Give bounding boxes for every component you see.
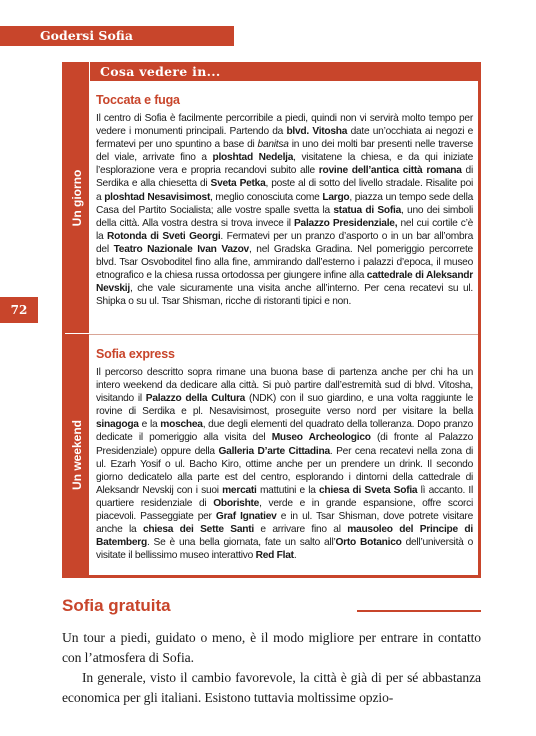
text-run: lì accanto. Il quartiere residenziale di xyxy=(96,484,474,509)
bold-term: Galleria D’arte Cittadina xyxy=(218,445,330,457)
bold-term: rovine dell’antica città romana xyxy=(318,165,462,177)
bold-term: ploshtad Nedelja xyxy=(212,152,294,164)
bold-term: sinagoga xyxy=(96,419,139,431)
bold-term: Red Flat xyxy=(255,550,294,562)
bold-term: mausoleo del Principe di Batemberg xyxy=(96,524,473,549)
bold-term: moschea xyxy=(160,419,203,431)
text-run: (NDK) con il suo giardino, e una volta raggiunte le rovine di Serdika e pl. Nesavisimost, proseguite verso nord per visitare la bella xyxy=(96,393,473,418)
side-label-day: Un giorno xyxy=(70,169,84,226)
text-run: . Per cena recatevi nella zona di ul. Ezarh Yosif o ul. Bacho Kiro, ottime anche per un prendere un drink. Il secondo giorno dedicatelo alla parte est del centro, esplorando i dintorni della cattedrale di Aleksandr Nevskij con i suoi xyxy=(96,445,474,496)
bold-term: statua di Sofia xyxy=(333,204,402,216)
section-divider xyxy=(89,334,478,335)
text-run: , piazza un tempo sede della Casa del Partito Socialista; alle vostre spalle svetta la xyxy=(96,191,473,216)
text-run: Il percorso descritto sopra rimane una buona base di partenza anche per chi ha un intero weekend da dedicare alla città. Si può partire dall’estremità sud di blvd. Vitosha, visitando il xyxy=(96,367,473,405)
section-title-day: Toccata e fuga xyxy=(96,93,180,107)
text-run: di Serdika e alla chiesetta di xyxy=(96,165,473,190)
bold-term: Oborishte xyxy=(213,497,260,509)
bold-term: Graf Ignatiev xyxy=(215,511,277,523)
heading-rule xyxy=(357,610,481,612)
text-run: , verde e in grande espansione, offre scorci piacevoli. Passeggiate per xyxy=(96,497,473,523)
bold-term: mercati xyxy=(222,484,257,496)
side-label-weekend: Un weekend xyxy=(70,419,84,490)
body-paragraph: Un tour a piedi, guidato o meno, è il modo migliore per entrare in contatto con l’atmosfera di Sofia. xyxy=(62,630,481,665)
section-weekend xyxy=(96,347,473,562)
text-run: e arrivare fino al xyxy=(253,524,348,536)
bold-term: Rotonda di Sveti Georgi xyxy=(107,230,221,242)
text-run: in uno dei molti bar presenti nelle traverse del viale, arrivate fino a xyxy=(96,139,473,164)
text-run: . Fermatevi per un pranzo d’asporto o in un bar all’ombra del xyxy=(96,230,473,255)
text-run: , due degli elementi del quadrato della tolleranza. Dopo pranzo dedicate il pomeriggio alla visita del xyxy=(96,419,473,444)
page-number: 72 xyxy=(0,297,38,323)
section-body-day xyxy=(96,112,473,308)
text-run: Il centro di Sofia è facilmente percorribile a piedi, quindi non vi servirà molto tempo per vedere i monumenti principali. Partendo da xyxy=(96,113,473,138)
text-run: . xyxy=(293,550,297,562)
running-head: Godersi Sofia xyxy=(0,26,234,46)
body-paragraph: In generale, visto il cambio favorevole, la città è già di per sé abbastanza economica per gli italiani. Esistono tuttavia moltissime opzio- xyxy=(62,670,481,705)
italic-term: banitsa xyxy=(257,139,289,151)
text-run: nel cui cortile c’è la xyxy=(96,217,473,242)
bold-term: ploshtad Nesavisimost xyxy=(104,191,211,203)
bold-term: Palazzo della Cultura xyxy=(145,393,246,405)
text-run: date un’occhiata ai negozi e fermatevi per uno spuntino a base di xyxy=(96,126,473,151)
text-run: mattutini e la xyxy=(256,484,320,496)
text-run: . Se è una bella giornata, fate un salto all’ xyxy=(146,537,336,549)
bold-term: chiesa di Sveta Sofia xyxy=(319,484,418,496)
text-run: , poste al di sotto del livello stradale. Risalite poi a xyxy=(96,178,473,203)
itinerary-box xyxy=(62,62,481,578)
text-run: (di fronte al Palazzo Presidenziale) oppure della xyxy=(96,432,473,457)
side-band-day xyxy=(65,62,89,333)
bold-term: Orto Botanico xyxy=(335,537,402,549)
bold-term: Sveta Petka xyxy=(210,178,266,190)
bold-term: Palazzo Presidenziale, xyxy=(294,217,398,229)
bold-term: chiesa dei Sette Santi xyxy=(142,524,254,536)
text-run: e in ul. Tsar Shisman, dove potrete visitare anche la xyxy=(96,511,473,536)
section-heading: Sofia gratuita xyxy=(62,596,171,615)
bold-term: blvd. Vitosha xyxy=(286,126,348,138)
text-run: dell’università o visitate il bellissimo museo interattivo xyxy=(96,537,473,562)
bold-term: Teatro Nazionale Ivan Vazov xyxy=(113,243,249,255)
bold-term: Largo xyxy=(322,191,350,203)
text-run: , visitatene la chiesa, e da qui iniziate l’esplorazione vera e propria recandovi subito alle xyxy=(96,152,474,177)
text-run: , nel Gradska Gradina. Nel pomeriggio percorrete blvd. Tsar Osvoboditel fino alla fine, ammirando dall’esterno i palazzi d’epoca, il museo etnografico e la chiesa russa ortodossa per giungere infine alla xyxy=(96,243,473,282)
bold-term: cattedrale di Aleksandr Nevskij xyxy=(96,270,473,295)
section-title-weekend: Sofia express xyxy=(96,347,175,361)
bold-term: Museo Archeologico xyxy=(271,432,371,444)
side-band-weekend xyxy=(65,334,89,575)
box-header: Cosa vedere in... xyxy=(90,62,478,81)
text-run: , uno dei simboli della città. Alla vostra destra si trova invece il xyxy=(96,204,473,229)
section-one-day xyxy=(96,93,473,308)
section-body-weekend xyxy=(96,366,473,562)
text-run: , che vale sicuramente una visita anche all’interno. Per cena recatevi su ul. Shipka o su ul. Tsar Shisman, ricche di ristoranti tipici e non. xyxy=(96,283,473,308)
text-run: e la xyxy=(138,419,161,431)
text-run: , meglio conosciuta come xyxy=(210,191,323,203)
